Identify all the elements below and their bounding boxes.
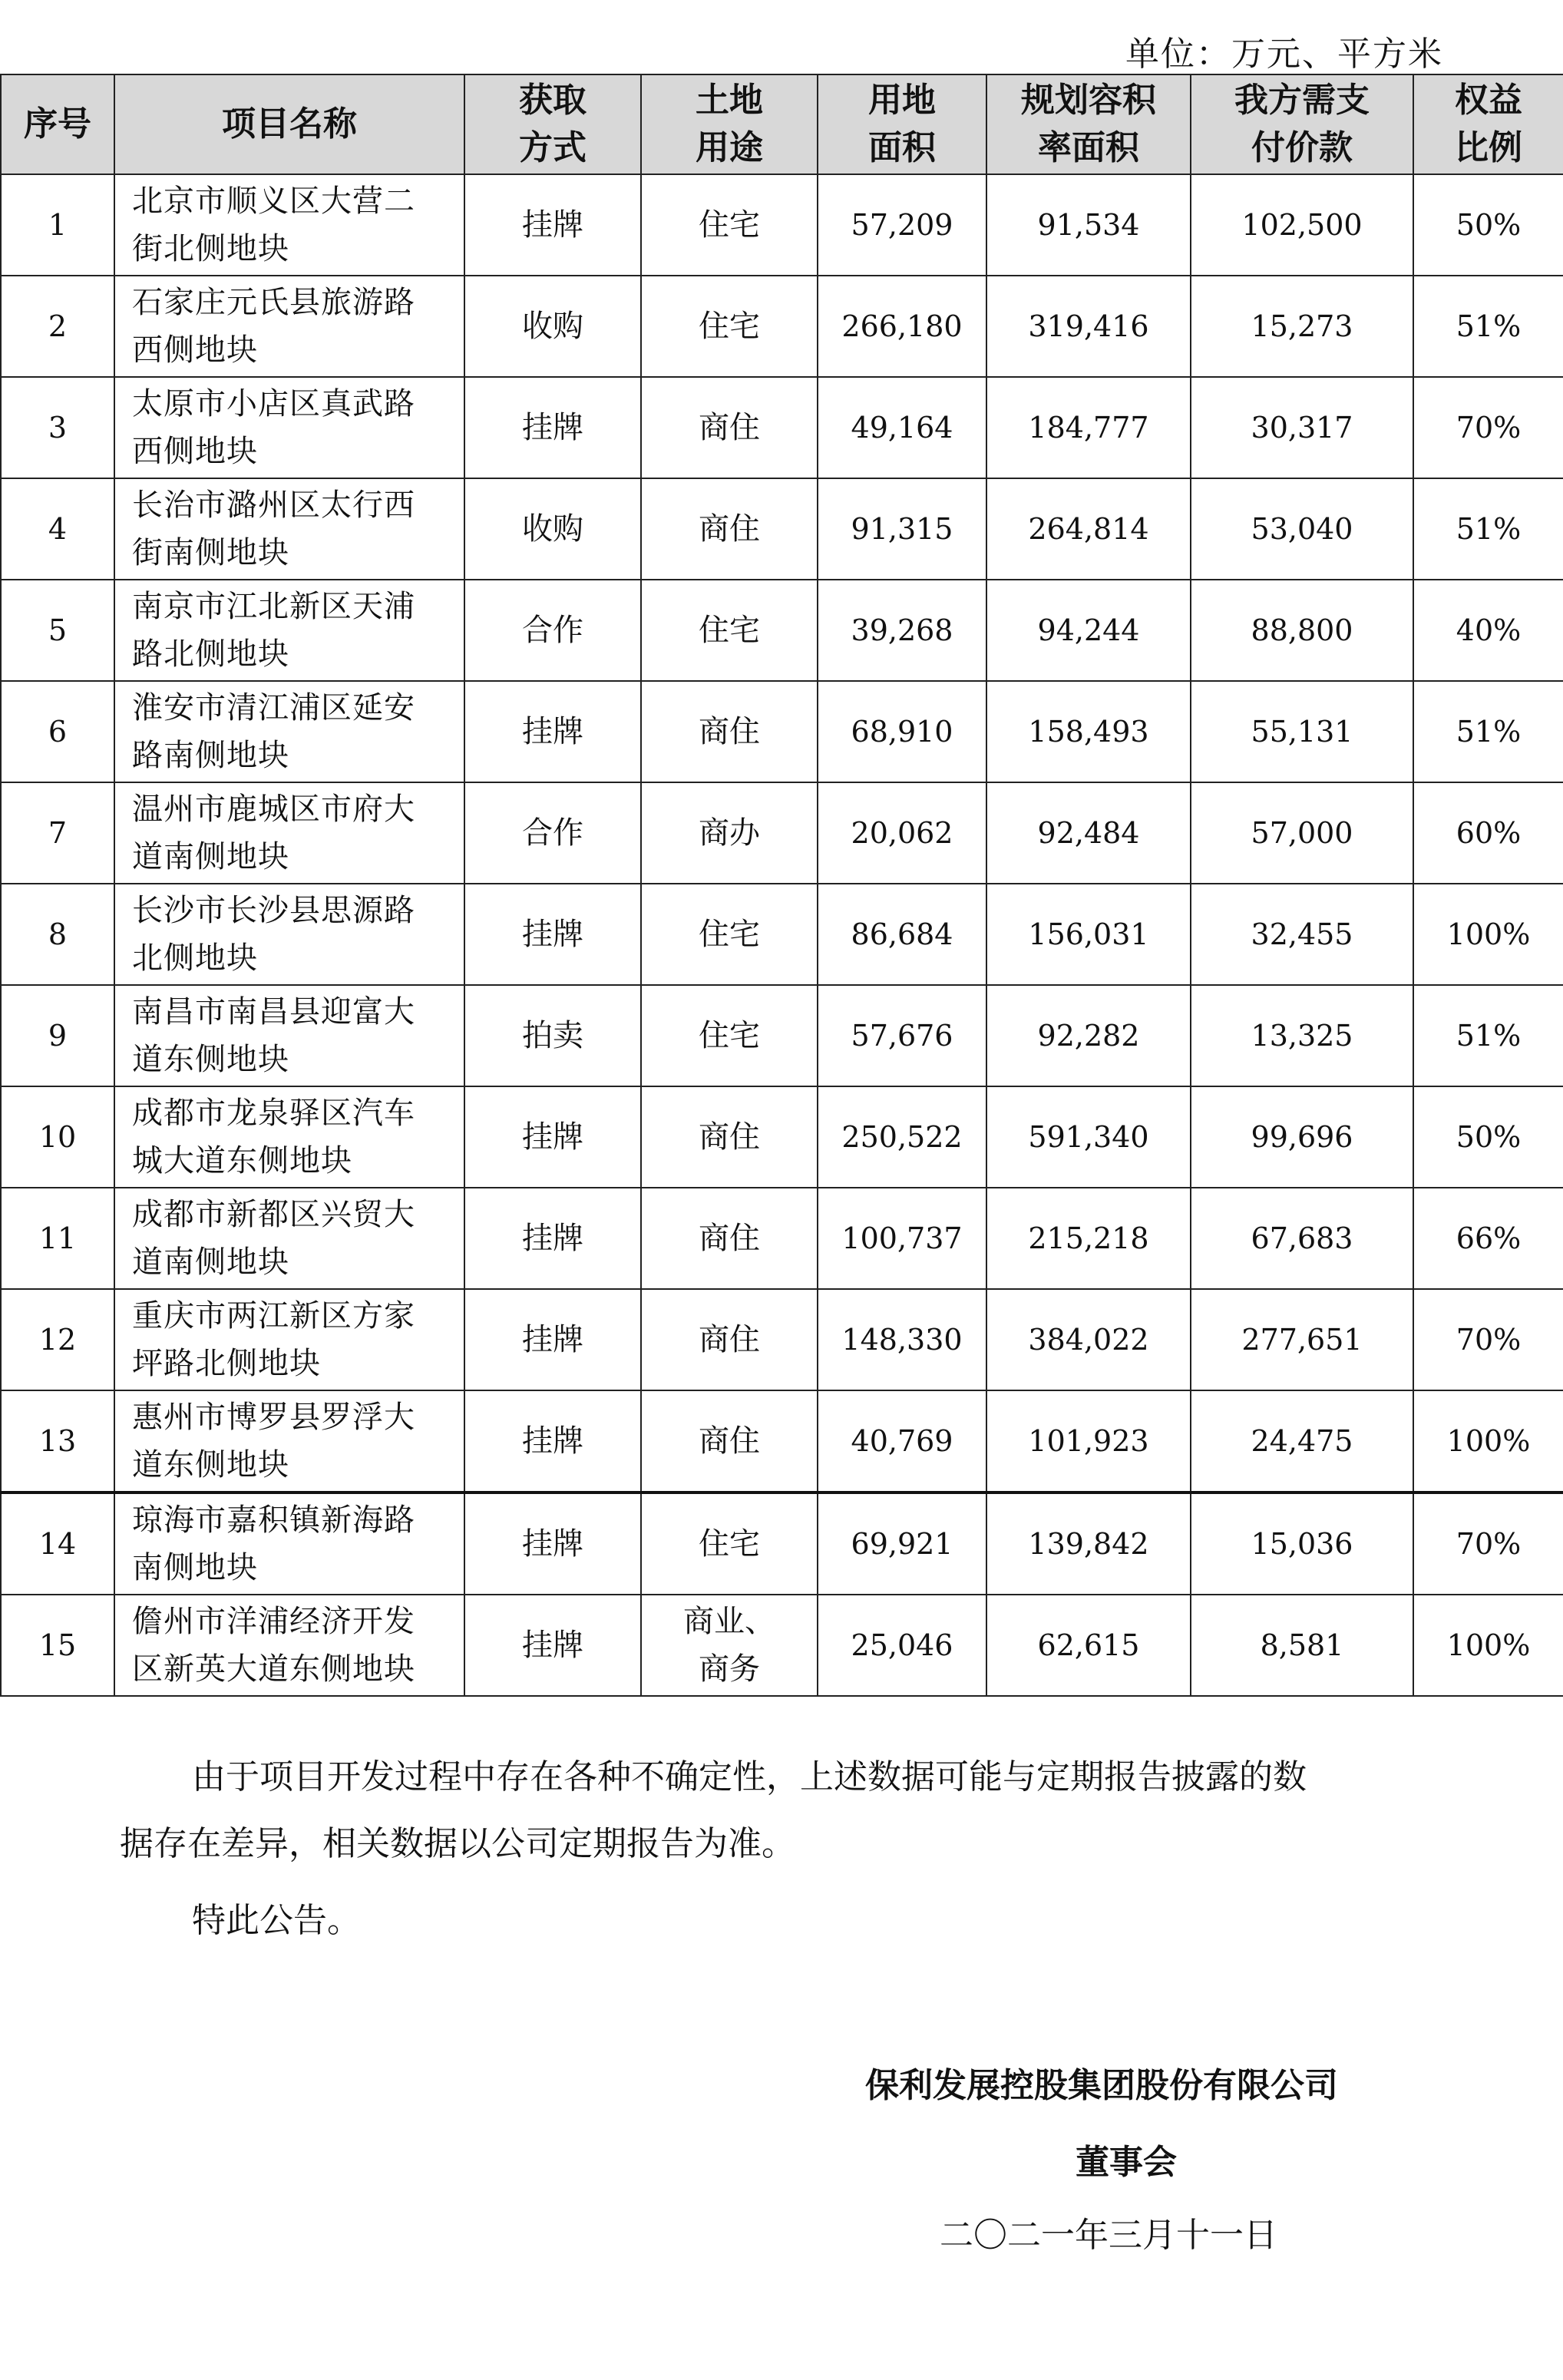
land-use-cell: 商住 bbox=[641, 1086, 818, 1188]
table-row bbox=[1, 478, 1563, 580]
payment-cell: 102,500 bbox=[1191, 174, 1413, 276]
acquisition-method-cell: 挂牌 bbox=[464, 884, 641, 985]
header-cell: 序号 bbox=[1, 74, 114, 174]
land-use-cell: 商住 bbox=[641, 1390, 818, 1492]
land-use-cell: 商住 bbox=[641, 1188, 818, 1289]
land-area-cell: 49,164 bbox=[818, 377, 986, 478]
table-row bbox=[1, 782, 1563, 884]
plan-area-cell: 139,842 bbox=[986, 1492, 1191, 1595]
plan-area-cell: 91,534 bbox=[986, 174, 1191, 276]
land-area-cell: 57,676 bbox=[818, 985, 986, 1086]
land-area-cell: 91,315 bbox=[818, 478, 986, 580]
land-use-cell: 商住 bbox=[641, 377, 818, 478]
table-row bbox=[1, 985, 1563, 1086]
land-area-cell: 68,910 bbox=[818, 681, 986, 782]
acquisition-method-cell: 挂牌 bbox=[464, 1595, 641, 1696]
plan-area-cell: 384,022 bbox=[986, 1289, 1191, 1390]
plan-area-cell: 92,484 bbox=[986, 782, 1191, 884]
project-name-cell: 北京市顺义区大营二 街北侧地块 bbox=[114, 174, 464, 276]
table-row bbox=[1, 1289, 1563, 1390]
project-name-cell: 淮安市清江浦区延安 路南侧地块 bbox=[114, 681, 464, 782]
project-name-cell: 温州市鹿城区市府大 道南侧地块 bbox=[114, 782, 464, 884]
row-number-cell: 1 bbox=[1, 174, 114, 276]
row-number-cell: 5 bbox=[1, 580, 114, 681]
table-row bbox=[1, 174, 1563, 276]
acquisition-method-cell: 收购 bbox=[464, 276, 641, 377]
acquisition-method-cell: 挂牌 bbox=[464, 1289, 641, 1390]
row-number-cell: 11 bbox=[1, 1188, 114, 1289]
payment-cell: 15,036 bbox=[1191, 1492, 1413, 1595]
project-name-cell: 南京市江北新区天浦 路北侧地块 bbox=[114, 580, 464, 681]
land-use-cell: 住宅 bbox=[641, 1492, 818, 1595]
project-name-cell: 惠州市博罗县罗浮大 道东侧地块 bbox=[114, 1390, 464, 1492]
header-cell: 获取 方式 bbox=[464, 74, 641, 174]
table-header-row bbox=[1, 74, 1563, 174]
row-number-cell: 12 bbox=[1, 1289, 114, 1390]
board-label: 董事会 bbox=[1076, 2143, 1177, 2182]
row-number-cell: 9 bbox=[1, 985, 114, 1086]
plan-area-cell: 184,777 bbox=[986, 377, 1191, 478]
row-number-cell: 10 bbox=[1, 1086, 114, 1188]
payment-cell: 30,317 bbox=[1191, 377, 1413, 478]
land-area-cell: 266,180 bbox=[818, 276, 986, 377]
notice-date: 二〇二一年三月十一日 bbox=[940, 2216, 1277, 2255]
row-number-cell: 4 bbox=[1, 478, 114, 580]
acquisition-method-cell: 收购 bbox=[464, 478, 641, 580]
equity-ratio-cell: 51% bbox=[1413, 985, 1563, 1086]
equity-ratio-cell: 70% bbox=[1413, 377, 1563, 478]
payment-cell: 99,696 bbox=[1191, 1086, 1413, 1188]
land-area-cell: 86,684 bbox=[818, 884, 986, 985]
land-area-cell: 40,769 bbox=[818, 1390, 986, 1492]
company-name: 保利发展控股集团股份有限公司 bbox=[865, 2066, 1338, 2105]
land-area-cell: 57,209 bbox=[818, 174, 986, 276]
unit-label: 单位：万元、平方米 bbox=[1125, 35, 1443, 74]
acquisition-method-cell: 挂牌 bbox=[464, 377, 641, 478]
row-number-cell: 7 bbox=[1, 782, 114, 884]
acquisition-method-cell: 挂牌 bbox=[464, 174, 641, 276]
payment-cell: 32,455 bbox=[1191, 884, 1413, 985]
equity-ratio-cell: 50% bbox=[1413, 174, 1563, 276]
equity-ratio-cell: 100% bbox=[1413, 1390, 1563, 1492]
project-name-cell: 长治市潞州区太行西 街南侧地块 bbox=[114, 478, 464, 580]
land-acquisition-table bbox=[0, 74, 1563, 1697]
land-area-cell: 39,268 bbox=[818, 580, 986, 681]
row-number-cell: 3 bbox=[1, 377, 114, 478]
project-name-cell: 成都市龙泉驿区汽车 城大道东侧地块 bbox=[114, 1086, 464, 1188]
table-row bbox=[1, 1086, 1563, 1188]
land-area-cell: 100,737 bbox=[818, 1188, 986, 1289]
acquisition-method-cell: 挂牌 bbox=[464, 1390, 641, 1492]
row-number-cell: 6 bbox=[1, 681, 114, 782]
project-name-cell: 石家庄元氏县旅游路 西侧地块 bbox=[114, 276, 464, 377]
plan-area-cell: 94,244 bbox=[986, 580, 1191, 681]
header-cell: 权益 比例 bbox=[1413, 74, 1563, 174]
equity-ratio-cell: 40% bbox=[1413, 580, 1563, 681]
disclaimer-note: 由于项目开发过程中存在各种不确定性，上述数据可能与定期报告披露的数 bbox=[192, 1757, 1307, 1797]
payment-cell: 53,040 bbox=[1191, 478, 1413, 580]
equity-ratio-cell: 100% bbox=[1413, 884, 1563, 985]
plan-area-cell: 264,814 bbox=[986, 478, 1191, 580]
land-use-cell: 商办 bbox=[641, 782, 818, 884]
payment-cell: 67,683 bbox=[1191, 1188, 1413, 1289]
row-number-cell: 8 bbox=[1, 884, 114, 985]
plan-area-cell: 158,493 bbox=[986, 681, 1191, 782]
land-use-cell: 住宅 bbox=[641, 174, 818, 276]
row-number-cell: 15 bbox=[1, 1595, 114, 1696]
acquisition-method-cell: 拍卖 bbox=[464, 985, 641, 1086]
land-use-cell: 商住 bbox=[641, 1289, 818, 1390]
table-row bbox=[1, 1492, 1563, 1595]
row-number-cell: 13 bbox=[1, 1390, 114, 1492]
plan-area-cell: 319,416 bbox=[986, 276, 1191, 377]
payment-cell: 24,475 bbox=[1191, 1390, 1413, 1492]
equity-ratio-cell: 51% bbox=[1413, 681, 1563, 782]
project-name-cell: 琼海市嘉积镇新海路 南侧地块 bbox=[114, 1492, 464, 1595]
header-cell: 项目名称 bbox=[114, 74, 464, 174]
land-use-cell: 住宅 bbox=[641, 580, 818, 681]
payment-cell: 55,131 bbox=[1191, 681, 1413, 782]
header-cell: 用地 面积 bbox=[818, 74, 986, 174]
plan-area-cell: 62,615 bbox=[986, 1595, 1191, 1696]
equity-ratio-cell: 51% bbox=[1413, 478, 1563, 580]
plan-area-cell: 101,923 bbox=[986, 1390, 1191, 1492]
land-use-cell: 商住 bbox=[641, 478, 818, 580]
row-number-cell: 14 bbox=[1, 1492, 114, 1595]
acquisition-method-cell: 挂牌 bbox=[464, 681, 641, 782]
table-row bbox=[1, 884, 1563, 985]
table-row bbox=[1, 377, 1563, 478]
land-use-cell: 住宅 bbox=[641, 985, 818, 1086]
land-area-cell: 69,921 bbox=[818, 1492, 986, 1595]
equity-ratio-cell: 70% bbox=[1413, 1492, 1563, 1595]
land-use-cell: 商业、 商务 bbox=[641, 1595, 818, 1696]
land-area-cell: 25,046 bbox=[818, 1595, 986, 1696]
equity-ratio-cell: 100% bbox=[1413, 1595, 1563, 1696]
land-area-cell: 148,330 bbox=[818, 1289, 986, 1390]
table-row bbox=[1, 1188, 1563, 1289]
plan-area-cell: 591,340 bbox=[986, 1086, 1191, 1188]
table-row bbox=[1, 580, 1563, 681]
header-cell: 土地 用途 bbox=[641, 74, 818, 174]
row-number-cell: 2 bbox=[1, 276, 114, 377]
payment-cell: 15,273 bbox=[1191, 276, 1413, 377]
payment-cell: 13,325 bbox=[1191, 985, 1413, 1086]
equity-ratio-cell: 60% bbox=[1413, 782, 1563, 884]
payment-cell: 277,651 bbox=[1191, 1289, 1413, 1390]
project-name-cell: 长沙市长沙县思源路 北侧地块 bbox=[114, 884, 464, 985]
land-use-cell: 住宅 bbox=[641, 884, 818, 985]
payment-cell: 8,581 bbox=[1191, 1595, 1413, 1696]
land-area-cell: 250,522 bbox=[818, 1086, 986, 1188]
land-use-cell: 住宅 bbox=[641, 276, 818, 377]
plan-area-cell: 92,282 bbox=[986, 985, 1191, 1086]
equity-ratio-cell: 51% bbox=[1413, 276, 1563, 377]
project-name-cell: 太原市小店区真武路 西侧地块 bbox=[114, 377, 464, 478]
equity-ratio-cell: 50% bbox=[1413, 1086, 1563, 1188]
project-name-cell: 重庆市两江新区方家 坪路北侧地块 bbox=[114, 1289, 464, 1390]
project-name-cell: 南昌市南昌县迎富大 道东侧地块 bbox=[114, 985, 464, 1086]
plan-area-cell: 215,218 bbox=[986, 1188, 1191, 1289]
acquisition-method-cell: 挂牌 bbox=[464, 1188, 641, 1289]
disclaimer-note-continued: 据存在差异，相关数据以公司定期报告为准。 bbox=[120, 1824, 795, 1863]
table-row bbox=[1, 1390, 1563, 1492]
plan-area-cell: 156,031 bbox=[986, 884, 1191, 985]
acquisition-method-cell: 合作 bbox=[464, 782, 641, 884]
acquisition-method-cell: 合作 bbox=[464, 580, 641, 681]
payment-cell: 57,000 bbox=[1191, 782, 1413, 884]
equity-ratio-cell: 66% bbox=[1413, 1188, 1563, 1289]
land-use-cell: 商住 bbox=[641, 681, 818, 782]
table-row bbox=[1, 1595, 1563, 1696]
land-area-cell: 20,062 bbox=[818, 782, 986, 884]
header-cell: 规划容积 率面积 bbox=[986, 74, 1191, 174]
special-notice: 特此公告。 bbox=[192, 1901, 361, 1940]
acquisition-method-cell: 挂牌 bbox=[464, 1086, 641, 1188]
equity-ratio-cell: 70% bbox=[1413, 1289, 1563, 1390]
table-row bbox=[1, 681, 1563, 782]
payment-cell: 88,800 bbox=[1191, 580, 1413, 681]
project-name-cell: 成都市新都区兴贸大 道南侧地块 bbox=[114, 1188, 464, 1289]
header-cell: 我方需支 付价款 bbox=[1191, 74, 1413, 174]
acquisition-method-cell: 挂牌 bbox=[464, 1492, 641, 1595]
table-row bbox=[1, 276, 1563, 377]
project-name-cell: 儋州市洋浦经济开发 区新英大道东侧地块 bbox=[114, 1595, 464, 1696]
